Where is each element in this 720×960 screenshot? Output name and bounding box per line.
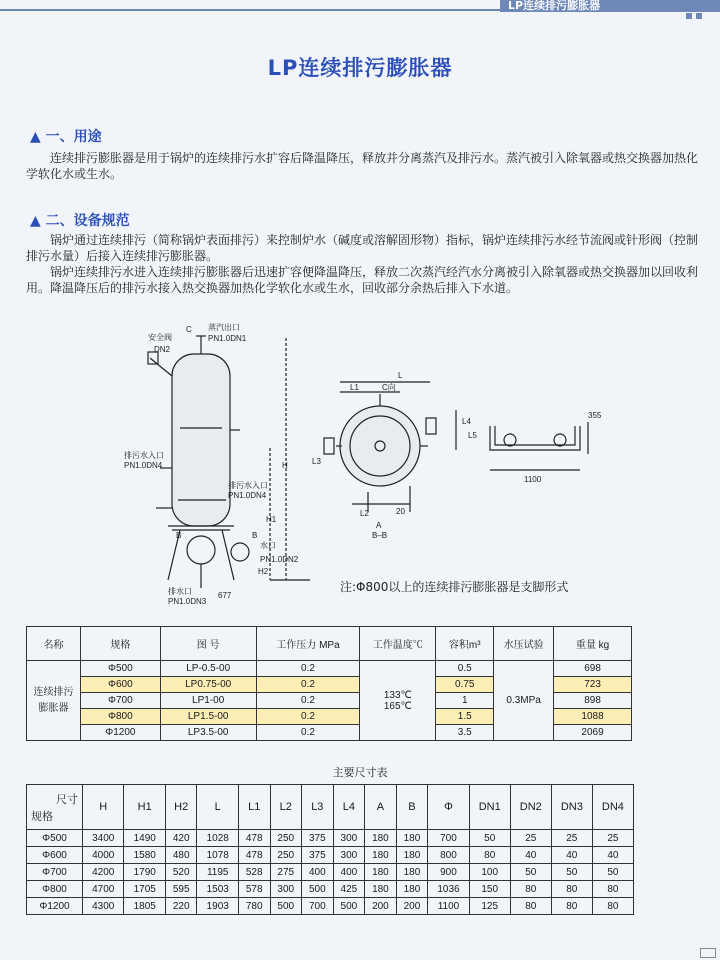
spec-header-cell: 图 号 (160, 627, 256, 661)
dims-cell: 478 (238, 830, 270, 847)
dims-cell: 50 (592, 864, 633, 881)
dims-cell: 1195 (197, 864, 238, 881)
spec-cell: Φ700 (80, 693, 160, 709)
spec-cell: 0.2 (256, 661, 360, 677)
dims-cell: 80 (510, 881, 551, 898)
spec-cell: 898 (554, 693, 632, 709)
spec-cell: 2069 (554, 725, 632, 741)
dims-cell: 300 (270, 881, 302, 898)
usage-paragraph: 连续排污膨胀器是用于锅炉的连续排污水扩容后降温降压，释放并分离蒸汽及排污水。蒸汽被引入除氧器或热交换器加热化学软化水或生水。 (26, 151, 699, 181)
label-steam-out: 蒸汽出口 (208, 323, 240, 332)
drain-valve (187, 536, 215, 564)
dims-cell: 25 (592, 830, 633, 847)
header-tag: LP连续排污膨胀器 (500, 0, 720, 12)
label-steam-pn: PN1.0DN1 (208, 334, 247, 343)
label-safety-valve: 安全阀 (148, 333, 172, 342)
page-title: LP连续排污膨胀器 (267, 56, 453, 80)
dims-spec-cell: Φ500 (27, 830, 83, 847)
dims-cell: 250 (270, 830, 302, 847)
label-h2: H2 (258, 567, 269, 576)
dims-cell: 420 (165, 830, 197, 847)
label-drain-pn: PN1.0DN3 (168, 597, 207, 606)
label-b-right: B (252, 531, 258, 540)
dims-cell: 595 (165, 881, 197, 898)
spec-cell: 723 (554, 677, 632, 693)
header-block (686, 13, 692, 19)
label-inlet-2-pn: PN1.0DN4 (228, 491, 267, 500)
spec-header-cell: 水压试验 (494, 627, 554, 661)
dims-cell: 80 (592, 898, 633, 915)
dims-cell: 1903 (197, 898, 238, 915)
top-bar (0, 0, 720, 14)
dims-header-cell: L4 (333, 785, 365, 830)
spec-cell: 698 (554, 661, 632, 677)
dims-cell: 220 (165, 898, 197, 915)
dims-header-cell: L3 (302, 785, 334, 830)
dims-header-cell: DN3 (551, 785, 592, 830)
dims-cell: 900 (428, 864, 469, 881)
spec-header-cell: 容积m³ (436, 627, 494, 661)
spec-cell: 0.75 (436, 677, 494, 693)
table-row (27, 847, 634, 864)
dims-cell: 4200 (83, 864, 124, 881)
dims-cell: 40 (592, 847, 633, 864)
top-view-shell (340, 406, 420, 486)
dims-cell: 25 (551, 830, 592, 847)
dims-cell: 578 (238, 881, 270, 898)
spec-cell: 0.5 (436, 661, 494, 677)
label-c: C (186, 325, 192, 334)
dims-cell: 500 (333, 898, 365, 915)
dims-cell: 425 (333, 881, 365, 898)
spec-test-cell: 0.3MPa (494, 661, 554, 741)
header-block (696, 13, 702, 19)
page-marker (700, 948, 716, 958)
dims-header-cell: DN2 (510, 785, 551, 830)
spec-paragraph-1: 锅炉通过连续排污（简称锅炉表面排污）来控制炉水（碱度或溶解固形物）指标，锅炉连续排污水经节流阀或针形阀（控制排污水量）后接入连续排污膨胀器。 (26, 233, 699, 263)
label-bb: B–B (372, 531, 388, 540)
dims-cell: 300 (333, 830, 365, 847)
dims-cell: 1028 (197, 830, 238, 847)
dims-cell: 480 (165, 847, 197, 864)
dims-cell: 700 (302, 898, 334, 915)
technical-drawing (110, 318, 600, 608)
spec-cell: Φ800 (80, 709, 160, 725)
label-drain: 排水口 (168, 587, 192, 596)
usage-text (26, 150, 698, 182)
spec-cell: LP-0.5-00 (160, 661, 256, 677)
dims-cell: 1503 (197, 881, 238, 898)
dims-header-cell: H1 (124, 785, 165, 830)
dims-cell: 700 (428, 830, 469, 847)
spec-cell: 0.2 (256, 677, 360, 693)
section-heading-spec: ▲ 二、设备规范 (30, 213, 130, 229)
spec-temp-cell: 133℃ 165℃ (360, 661, 436, 741)
dims-cell: 3400 (83, 830, 124, 847)
dims-header-cell: L1 (238, 785, 270, 830)
dims-cell: 40 (510, 847, 551, 864)
label-a: A (376, 521, 382, 530)
spec-header-cell: 规格 (80, 627, 160, 661)
dims-cell: 478 (238, 847, 270, 864)
spec-header-cell: 名称 (27, 627, 81, 661)
dims-cell: 180 (396, 847, 428, 864)
label-h1: H1 (266, 515, 277, 524)
label-water-out-pn: PN1.0DN2 (260, 555, 299, 564)
dims-cell: 1705 (124, 881, 165, 898)
spec-cell: Φ600 (80, 677, 160, 693)
dims-cell: 500 (270, 898, 302, 915)
dims-cell: 300 (333, 847, 365, 864)
dims-cell: 180 (396, 864, 428, 881)
spec-cell: 0.2 (256, 725, 360, 741)
label-l5: L5 (468, 431, 477, 440)
dims-cell: 1036 (428, 881, 469, 898)
table-row (27, 830, 634, 847)
spec-name-cell: 连续排污膨胀器 (27, 661, 81, 741)
dims-cell: 1490 (124, 830, 165, 847)
spec-paragraph-2: 锅炉连续排污水进入连续排污膨胀器后迅速扩容便降温降压，释放二次蒸汽经汽水分离被引入除氧器或热交换器加以回收利用。降温降压后的排污水接入热交换器加热化学软化水或生水，回收部分余热后排入下水道。 (26, 265, 699, 295)
dims-cell: 125 (469, 898, 510, 915)
label-dn2: DN2 (154, 345, 171, 354)
dims-header-cell: DN1 (469, 785, 510, 830)
label-h: H (282, 461, 288, 470)
dims-cell: 275 (270, 864, 302, 881)
dims-corner-cell (27, 785, 83, 830)
dims-cell: 180 (365, 864, 397, 881)
label-20: 20 (396, 507, 405, 516)
dims-table-caption: 主要尺寸表 (332, 766, 388, 779)
dims-cell: 4700 (83, 881, 124, 898)
dims-cell: 180 (365, 881, 397, 898)
dims-spec-cell: Φ1200 (27, 898, 83, 915)
label-1100: 1100 (524, 475, 542, 484)
dims-header-cell: Φ (428, 785, 469, 830)
spec-cell: Φ1200 (80, 725, 160, 741)
dims-cell: 150 (469, 881, 510, 898)
dims-spec-cell: Φ700 (27, 864, 83, 881)
dims-cell: 180 (396, 830, 428, 847)
spec-header-cell: 工作温度℃ (360, 627, 436, 661)
dims-cell: 4000 (83, 847, 124, 864)
label-water-out: 水口 (260, 541, 276, 550)
label-c-dir: C向 (382, 383, 396, 392)
dims-spec-cell: Φ600 (27, 847, 83, 864)
section-heading-usage: ▲ 一、用途 (30, 129, 102, 145)
dims-cell: 520 (165, 864, 197, 881)
spec-cell: LP3.5-00 (160, 725, 256, 741)
dims-header-cell: H (83, 785, 124, 830)
spec-cell: 1 (436, 693, 494, 709)
label-355: 355 (588, 411, 602, 420)
spec-header-cell: 重量 kg (554, 627, 632, 661)
dims-cell: 80 (469, 847, 510, 864)
table-row (27, 864, 634, 881)
dims-cell: 25 (510, 830, 551, 847)
label-inlet: 排污水入口 (124, 451, 164, 460)
dims-cell: 80 (510, 898, 551, 915)
table-row (27, 661, 632, 677)
label-l4: L4 (462, 417, 471, 426)
dims-cell: 80 (551, 881, 592, 898)
dims-table (26, 784, 634, 915)
spec-text (26, 232, 698, 296)
dims-cell: 50 (469, 830, 510, 847)
dims-cell: 1078 (197, 847, 238, 864)
dims-cell: 1805 (124, 898, 165, 915)
dims-header-cell: B (396, 785, 428, 830)
spec-cell: 0.2 (256, 709, 360, 725)
dims-cell: 200 (396, 898, 428, 915)
spec-cell: LP1.5-00 (160, 709, 256, 725)
dims-cell: 800 (428, 847, 469, 864)
label-inlet-pn: PN1.0DN4 (124, 461, 163, 470)
dims-cell: 528 (238, 864, 270, 881)
dims-header-cell: L (197, 785, 238, 830)
dims-cell: 50 (551, 864, 592, 881)
dims-cell: 100 (469, 864, 510, 881)
dims-cell: 180 (365, 830, 397, 847)
spec-cell: LP0.75-00 (160, 677, 256, 693)
label-inlet-2: 排污水入口 (228, 481, 268, 490)
dims-cell: 180 (396, 881, 428, 898)
spec-table (26, 626, 632, 741)
dims-cell: 1580 (124, 847, 165, 864)
dims-table-header (27, 785, 634, 830)
spec-cell: 0.2 (256, 693, 360, 709)
table-row (27, 881, 634, 898)
label-677: 677 (218, 591, 232, 600)
dims-cell: 400 (333, 864, 365, 881)
dims-cell: 1100 (428, 898, 469, 915)
dims-cell: 180 (365, 847, 397, 864)
label-b-left: B (176, 531, 182, 540)
dims-cell: 375 (302, 830, 334, 847)
dims-header-cell: L2 (270, 785, 302, 830)
diagram-note: 注:Φ800以上的连续排污膨胀器是支脚形式 (340, 580, 569, 594)
table-row (27, 898, 634, 915)
dims-cell: 200 (365, 898, 397, 915)
dims-cell: 375 (302, 847, 334, 864)
label-l2: L2 (360, 509, 369, 518)
dims-header-cell: A (365, 785, 397, 830)
dims-cell: 50 (510, 864, 551, 881)
spec-cell: 1088 (554, 709, 632, 725)
dims-cell: 4300 (83, 898, 124, 915)
dims-header-cell: H2 (165, 785, 197, 830)
spec-cell: LP1-00 (160, 693, 256, 709)
spec-header-cell: 工作压力 MPa (256, 627, 360, 661)
spec-cell: Φ500 (80, 661, 160, 677)
dims-cell: 250 (270, 847, 302, 864)
dims-header-cell: DN4 (592, 785, 633, 830)
dims-cell: 80 (551, 898, 592, 915)
header-rule (0, 9, 500, 11)
dims-spec-cell: Φ800 (27, 881, 83, 898)
label-l1: L1 (350, 383, 359, 392)
dims-cell: 1790 (124, 864, 165, 881)
label-l3: L3 (312, 457, 321, 466)
label-l: L (398, 371, 403, 380)
dims-table-body (27, 830, 634, 915)
dims-cell: 40 (551, 847, 592, 864)
spec-cell: 3.5 (436, 725, 494, 741)
corner-bottom-label: 规格 (31, 811, 53, 823)
dims-cell: 400 (302, 864, 334, 881)
dims-cell: 500 (302, 881, 334, 898)
dims-cell: 80 (592, 881, 633, 898)
corner-top-label: 尺寸 (56, 794, 78, 806)
dims-cell: 780 (238, 898, 270, 915)
spec-cell: 1.5 (436, 709, 494, 725)
spec-table-header (27, 627, 632, 661)
